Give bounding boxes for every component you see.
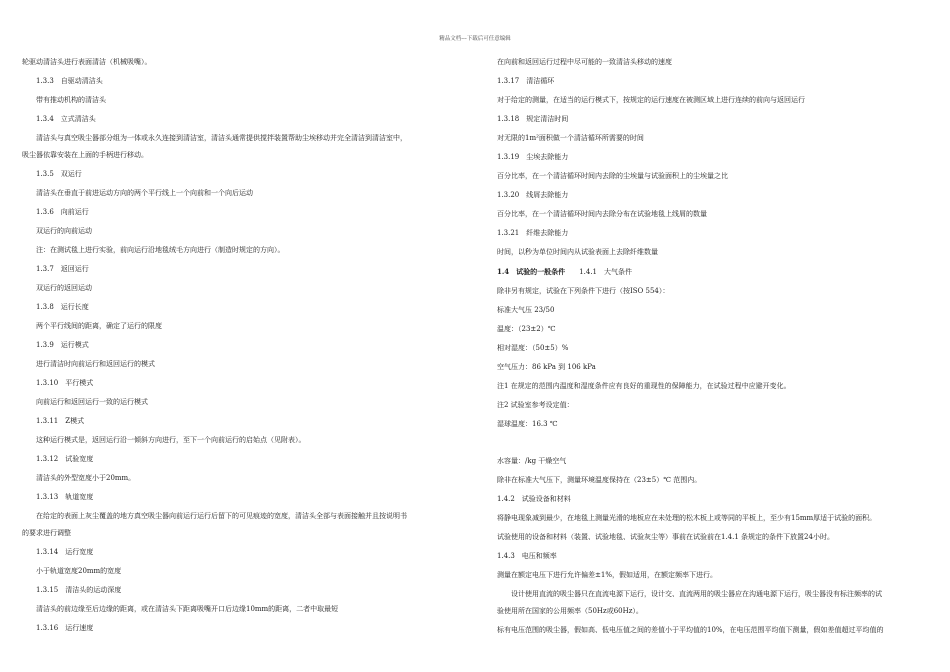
line-text: 1.3.11 Z模式	[36, 417, 85, 425]
left-text-line	[22, 379, 460, 388]
line-text: 空气压力：86 kPa 到 106 kPa	[497, 363, 596, 371]
line-text: 1.3.17 清洁循环	[497, 77, 555, 85]
line-text: 双运行的返回运动	[36, 284, 92, 292]
line-text: 标准大气压 23/50	[497, 306, 555, 314]
line-text: 1.3.12 试验宽度	[36, 455, 94, 463]
right-text-line	[497, 344, 929, 353]
right-text-line	[497, 267, 929, 277]
right-text-line	[497, 325, 929, 334]
left-text-line	[22, 417, 460, 426]
line-text: 两个平行线间的距离，确定了运行的限度	[36, 322, 162, 330]
line-text: 试验使用的设备和材料（装置、试验地毯、试验灰尘等）事前在试验前在1.4.1 条规定的条件下放置24小时。	[497, 533, 834, 541]
left-text-line	[22, 605, 460, 614]
left-text-line	[22, 189, 460, 198]
left-column	[22, 58, 460, 633]
left-text-line	[22, 96, 460, 105]
right-text-line	[497, 590, 929, 599]
line-text: 1.4 试验的一般条件	[497, 267, 566, 276]
right-text-line	[497, 191, 929, 200]
line-text: 百分比率，在一个清洁循环时间内去除的尘埃量与试验面积上的尘埃量之比	[497, 172, 728, 180]
right-text-line	[497, 552, 929, 561]
right-text-line	[497, 287, 929, 296]
page-header: 精品文档---下载后可任意编辑	[439, 36, 511, 42]
line-text: 1.3.10 平行模式	[36, 379, 94, 387]
line-text: 1.3.4 立式清洁头	[36, 115, 96, 123]
left-text-line	[22, 398, 460, 407]
right-text-line	[497, 363, 929, 372]
left-text-line	[22, 246, 460, 255]
right-text-line	[497, 401, 929, 410]
line-text: 双运行的向前运动	[36, 227, 92, 235]
line-text: 将静电现象减到最少，在地毯上测量光滑的地板应在未处理的松木板上或等同的平板上，至少有15mm厚适于试验的面积。	[497, 514, 877, 522]
line-text: 水容量：/kg 干燥空气	[497, 457, 567, 465]
left-text-line	[22, 586, 460, 595]
right-text-line	[497, 607, 929, 616]
left-text-line	[22, 227, 460, 236]
left-text-line	[22, 567, 460, 576]
line-text: 注1 在规定的范围内温度和湿度条件应有良好的重现性的保障能力，在试验过程中应避开变化。	[497, 382, 791, 390]
right-text-line	[497, 457, 929, 466]
line-text: 向前运行和返回运行一致的运行模式	[36, 398, 148, 406]
left-text-line	[22, 265, 460, 274]
line-text: 进行清洁时向前运行和返回运行的模式	[36, 360, 155, 368]
left-text-line	[22, 436, 460, 445]
line-text: 1.3.8 运行长度	[36, 303, 89, 311]
right-text-line	[497, 476, 929, 485]
line-text: 1.3.20 线屑去除能力	[497, 191, 569, 199]
line-suffix: 1.4.1 大气条件	[565, 268, 632, 276]
left-text-line	[22, 548, 460, 557]
right-text-line	[497, 96, 929, 105]
left-text-line	[22, 303, 460, 312]
line-text: 验使用所在国家的公用频率（50Hz或60Hz）。	[497, 607, 643, 615]
line-text: 这种运行模式是，返回运行沿一倾斜方向进行，至下一个向前运行的启始点（见附表）。	[36, 436, 306, 444]
left-text-line	[22, 512, 460, 521]
left-text-line	[22, 474, 460, 483]
line-text: 测量在额定电压下进行允许偏差±1%，假如适用，在额定频率下进行。	[497, 571, 717, 579]
left-text-line	[22, 77, 460, 86]
right-text-line	[497, 514, 929, 523]
right-text-line	[497, 77, 929, 86]
line-text: 1.3.9 运行模式	[36, 341, 89, 349]
line-text: 湿球温度：16.3 ℃	[497, 420, 558, 428]
line-text: 清洁头的前边缘至后边缘的距离，或在清洁头下距离吸嘴开口后边缘10mm的距离，二者中取最短	[36, 605, 339, 613]
left-text-line	[22, 284, 460, 293]
line-text: 1.3.3 自驱动清洁头	[36, 77, 103, 85]
right-text-line	[497, 382, 929, 391]
line-text: 带有推动机构的清洁头	[36, 96, 106, 104]
line-text: 清洁头与真空吸尘器部分组为一体或永久连接到清洁室，清洁头通常提供搅拌装置帮助尘埃移动并完全清洁到清洁室中，	[36, 134, 407, 142]
right-text-line	[497, 306, 929, 315]
left-text-line	[22, 360, 460, 369]
line-text: 标有电压范围的吸尘器，假如高、低电压值之间的差值小于平均值的10%，在电压范围平均值下测量，假如差值超过平均值的	[497, 626, 884, 634]
line-text: 1.3.5 双运行	[36, 170, 82, 178]
line-text: 百分比率，在一个清洁循环时间内去除分布在试验地毯上线屑的数量	[497, 210, 707, 218]
line-text: 1.3.6 向前运行	[36, 208, 89, 216]
right-text-line	[497, 420, 929, 429]
right-text-line	[497, 495, 929, 504]
line-text: 注2 试验室参考设定值：	[497, 401, 574, 409]
right-text-line	[497, 533, 929, 542]
line-text: 1.3.18 规定清洁时间	[497, 115, 569, 123]
right-text-line	[497, 134, 929, 143]
line-text: 1.3.21 纤维去除能力	[497, 229, 569, 237]
left-text-line	[22, 529, 460, 538]
left-text-line	[22, 208, 460, 217]
line-text: 1.3.19 尘埃去除能力	[497, 153, 569, 161]
left-text-line	[22, 455, 460, 464]
right-text-line	[497, 153, 929, 162]
line-text: 清洁头的外型宽度小于20mm。	[36, 474, 136, 482]
right-text-line	[497, 58, 929, 67]
line-text: 清洁头在垂直于前进运动方向的两个平行线上一个向前和一个向后运动	[36, 189, 253, 197]
line-text: 相对湿度：（50±5）%	[497, 344, 569, 352]
right-text-line	[497, 248, 929, 257]
right-text-line	[497, 626, 929, 635]
line-text: 除非在标准大气压下，测量环境温度保持在（23±5）℃ 范围内。	[497, 476, 702, 484]
line-text: 对于给定的测量，在适当的运行模式下，按规定的运行速度在被测区域上进行连续的前向与返回运行	[497, 96, 805, 104]
line-text: 轮驱动清洁头进行表面清洁（机械吸嘴）。	[22, 58, 152, 66]
line-text: 时间，以秒为单位时间内从试验表面上去除纤维数量	[497, 248, 658, 256]
right-column	[497, 58, 929, 635]
line-text: 注：在测试毯上进行实验，前向运行沿地毯绒毛方向进行（制造时规定的方向）。	[36, 246, 285, 254]
left-text-line	[22, 115, 460, 124]
right-text-line	[497, 229, 929, 238]
left-text-line	[22, 134, 460, 143]
left-text-line	[22, 151, 460, 160]
line-text: 1.3.16 运行速度	[36, 624, 94, 632]
line-text: 1.4.2 试验设备和材料	[497, 495, 571, 503]
line-text: 对无限的1m²面积做一个清洁循环所需要的时间	[497, 134, 644, 142]
line-text: 在给定的表面上灰尘覆盖的地方真空吸尘器向前运行运行后留下的可见痕迹的宽度，清洁头全部与表面接触并且按说明书	[36, 512, 407, 520]
line-text: 小于轨道宽度20mm的宽度	[36, 567, 122, 575]
left-text-line	[22, 624, 460, 633]
right-text-line	[497, 172, 929, 181]
right-text-line	[497, 571, 929, 580]
line-text: 1.3.14 运行宽度	[36, 548, 94, 556]
left-text-line	[22, 493, 460, 502]
right-text-line	[497, 115, 929, 124]
line-text: 在向前和返回运行过程中尽可能的一致清洁头移动的速度	[497, 58, 672, 66]
line-text: 设计使用直流的吸尘器只在直流电源下运行，设计交、直流两用的吸尘器应在沟通电源下运行，吸尘器没有标注频率的试	[511, 590, 882, 598]
right-text-line	[497, 210, 929, 219]
left-text-line	[22, 322, 460, 331]
line-text: 温度：（23±2）℃	[497, 325, 556, 333]
line-text: 吸尘器依靠安装在上面的手柄进行移动。	[22, 151, 148, 159]
line-text: 除非另有规定，试验在下列条件下进行（按ISO 554）：	[497, 287, 670, 295]
left-text-line	[22, 58, 460, 67]
line-text: 1.3.15 清洁头的运动深度	[36, 586, 122, 594]
line-text: 1.4.3 电压和频率	[497, 552, 557, 560]
left-text-line	[22, 341, 460, 350]
line-text: 的要求进行调整	[22, 529, 71, 537]
left-text-line	[22, 170, 460, 179]
line-text: 1.3.13 轨道宽度	[36, 493, 94, 501]
line-text: 1.3.7 返回运行	[36, 265, 89, 273]
